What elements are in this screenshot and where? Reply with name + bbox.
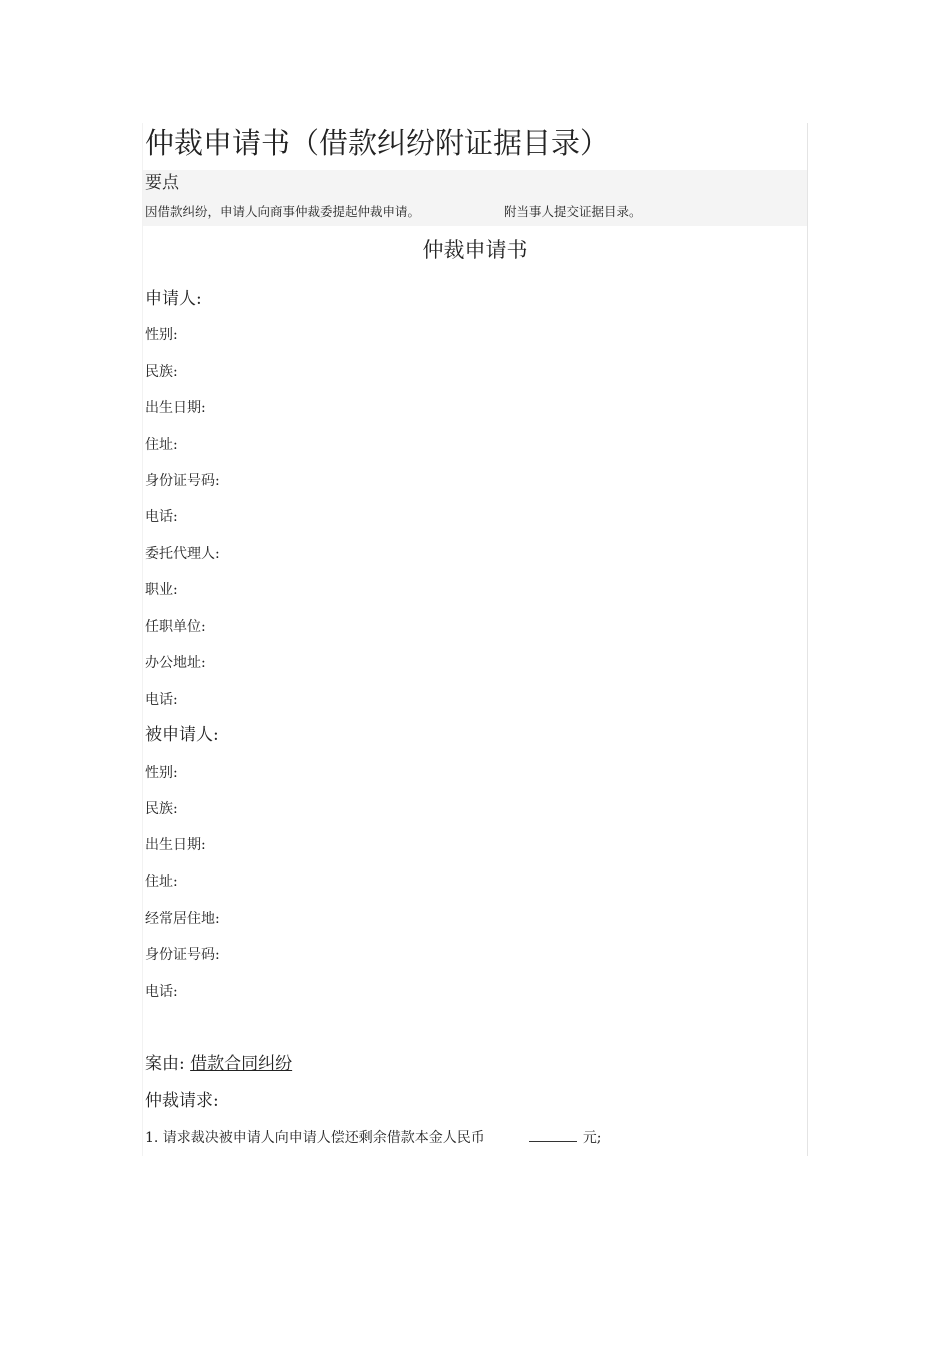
applicant-address-field: 住址: — [145, 437, 178, 453]
respondent-phone-field: 电话: — [145, 984, 178, 1000]
applicant-id-number-field: 身份证号码: — [145, 473, 220, 489]
agent-office-address-field: 办公地址: — [145, 655, 206, 671]
agent-phone-field: 电话: — [145, 692, 178, 708]
document-subtitle: 仲裁申请书 — [422, 238, 528, 262]
keypoints-heading: 要点 — [145, 173, 179, 193]
respondent-id-number-field: 身份证号码: — [145, 947, 220, 963]
agent-occupation-field: 职业: — [145, 582, 178, 598]
keypoints-text-evidence: 附当事人提交证据目录。 — [504, 204, 642, 219]
applicant-phone-field: 电话: — [145, 509, 178, 525]
amount-blank-line — [529, 1129, 577, 1142]
cause-label: 案由: — [145, 1054, 185, 1074]
applicant-ethnicity-field: 民族: — [145, 364, 178, 380]
document-page — [142, 123, 808, 1156]
applicant-heading: 申请人: — [145, 289, 202, 309]
claim-item-1-unit: 元; — [582, 1130, 602, 1146]
respondent-heading: 被申请人: — [145, 725, 219, 745]
page-title: 仲裁申请书（借款纠纷附证据目录） — [145, 126, 610, 160]
cause-value: 借款合同纠纷 — [190, 1054, 293, 1074]
claim-item-1-text: 1. 请求裁决被申请人向申请人偿还剩余借款本金人民币 — [145, 1130, 485, 1146]
claim-item-1 — [145, 1128, 602, 1148]
claims-heading: 仲裁请求: — [145, 1091, 219, 1111]
respondent-birthdate-field: 出生日期: — [145, 837, 206, 853]
agent-employer-field: 任职单位: — [145, 619, 206, 635]
keypoints-text-case: 因借款纠纷，申请人向商事仲裁委提起仲裁申请。 — [145, 204, 421, 219]
applicant-birthdate-field: 出生日期: — [145, 400, 206, 416]
agent-field: 委托代理人: — [145, 546, 220, 562]
respondent-ethnicity-field: 民族: — [145, 801, 178, 817]
cause-of-action — [145, 1052, 292, 1076]
keypoints-box — [143, 170, 807, 226]
respondent-residence-field: 经常居住地: — [145, 911, 220, 927]
respondent-address-field: 住址: — [145, 874, 178, 890]
respondent-gender-field: 性别: — [145, 765, 178, 781]
applicant-gender-field: 性别: — [145, 327, 178, 343]
